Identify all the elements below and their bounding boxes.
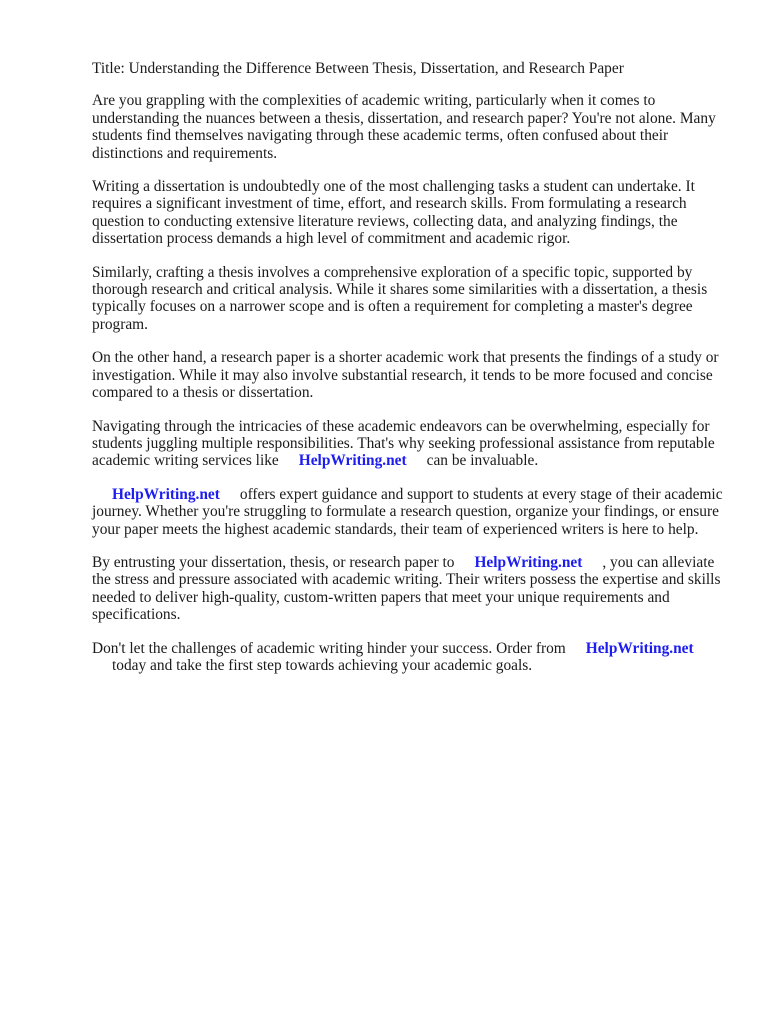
paragraph-order-text: Don't let the challenges of academic writing hinder your success. Order from [92,639,566,657]
paragraph-thesis: Similarly, crafting a thesis involves a comprehensive exploration of a specific topic, supported by thorough research and critical analysis. While it shares some similarities with a dissertation, a thesis typically focuses on a narrower scope and is often a requirement for completing a master's degree program. [92,263,708,333]
paragraph-navigating [92,418,728,470]
paragraph-navigating-text: Navigating through the intricacies of these academic endeavors can be overwhelming, especially for students juggling multiple responsibilities. That's why seeking professional assistance from reputable academic writing services like [92,417,715,470]
paragraph-dissertation: Writing a dissertation is undoubtedly one of the most challenging tasks a student can undertake. It requires a significant investment of time, effort, and research skills. From formulating a research question to conducting extensive literature reviews, collecting data, and analyzing findings, the dissertation process demands a high level of commitment and academic rigor. [92,178,695,248]
paragraph-entrusting [92,554,728,624]
paragraph-offers [92,486,728,538]
paragraph-entrusting-text: By entrusting your dissertation, thesis, or research paper to [92,553,455,571]
paragraph-entrusting-text-end: , you can alleviate the stress and pressure associated with academic writing. Their writers possess the expertise and skills needed to deliver high-quality, custom-written papers that meet your unique requirements and specifications. [92,553,721,624]
paragraph-order-text-end: today and take the first step towards achieving your academic goals. [112,656,533,674]
helpwriting-link-2[interactable]: HelpWriting.net [112,485,220,503]
paragraph-offers-text: offers expert guidance and support to students at every stage of their academic journey. Whether you're struggling to formulate a research question, organize your findings, or ensure your paper meets the highest academic standards, their team of experienced writers is here to help. [92,485,723,538]
paragraph-research-paper: On the other hand, a research paper is a shorter academic work that presents the findings of a study or investigation. While it may also involve substantial research, it tends to be more focused and concise compared to a thesis or dissertation. [92,349,719,402]
paragraph-order [92,640,728,675]
helpwriting-link-3[interactable]: HelpWriting.net [474,553,583,571]
helpwriting-link-1[interactable]: HelpWriting.net [298,452,407,470]
helpwriting-link-4[interactable]: HelpWriting.net [585,639,694,657]
document-title: Title: Understanding the Difference Between Thesis, Dissertation, and Research Paper [92,60,624,77]
document-page [92,60,728,690]
paragraph-navigating-text-end: can be invaluable. [426,452,539,470]
paragraph-intro: Are you grappling with the complexities of academic writing, particularly when it comes to understanding the nuances between a thesis, dissertation, and research paper? You're not alone. Many students find themselves navigating through these academic terms, often confused about their distinctions and requirements. [92,92,716,162]
